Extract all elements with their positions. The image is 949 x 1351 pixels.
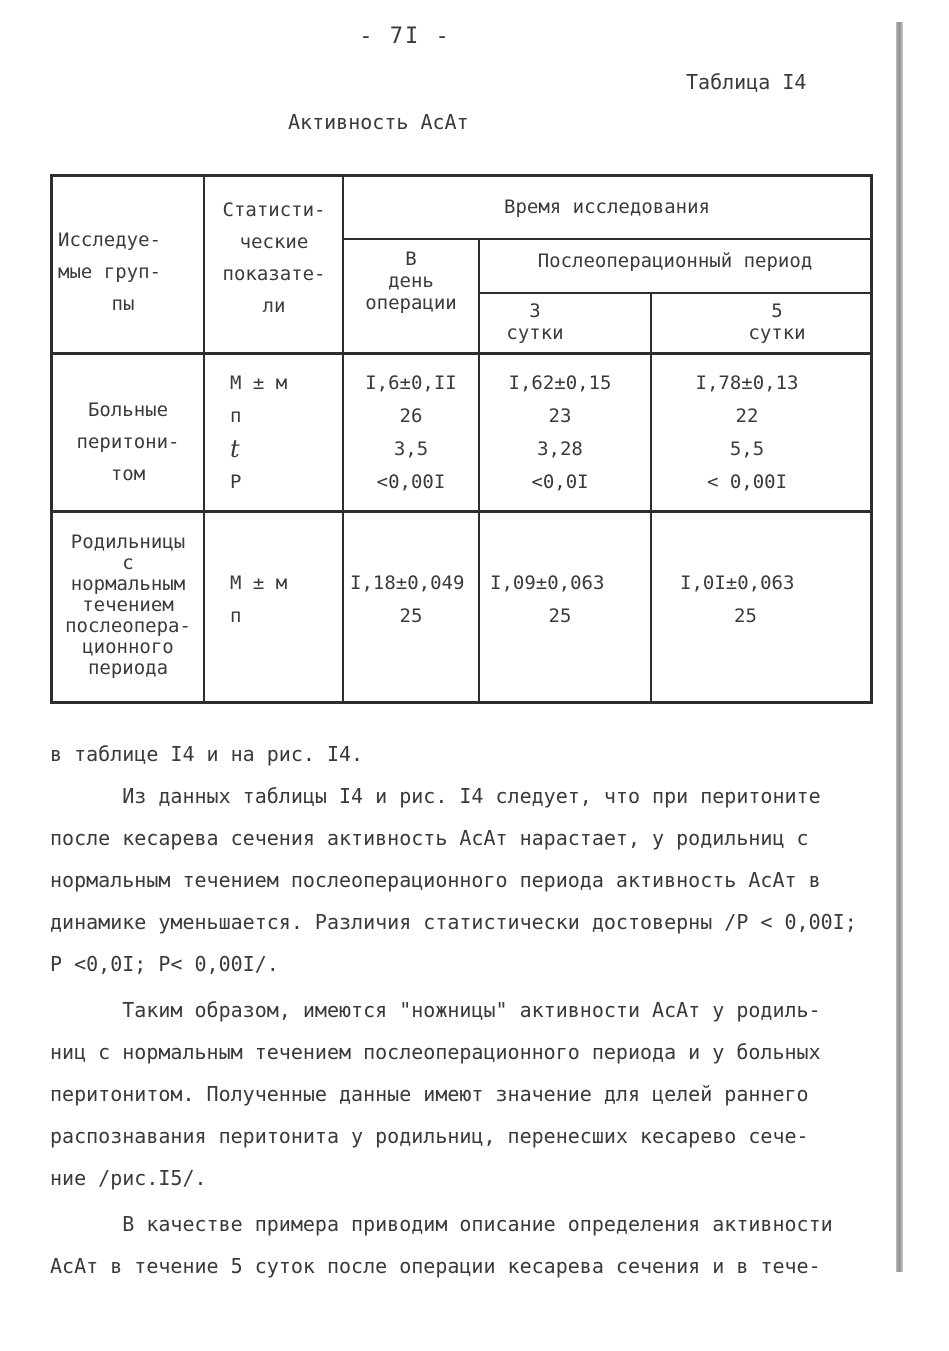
hline-postop-header	[478, 292, 873, 294]
table-number: Таблица I4	[686, 70, 807, 94]
header-stats-line: Статисти-	[222, 199, 326, 221]
table-border-bottom	[50, 701, 873, 704]
row2-stats	[230, 567, 310, 633]
row2-day3-value: 25	[548, 605, 572, 627]
body-line: после кесарева сечения активность АсАт нарастает, у родильниц с	[50, 826, 809, 850]
hline-row1-end	[50, 510, 873, 513]
header-day3-line: сутки	[506, 322, 564, 344]
body-line: в таблице I4 и на рис. I4.	[50, 742, 364, 766]
row1-stat-line: t	[230, 435, 240, 463]
row1-day-of-op-value: <0,00I	[376, 471, 446, 493]
row2-day3-value: I,09±0,063	[490, 572, 605, 594]
row2-day5	[652, 567, 862, 633]
body-line: АсАт в течение 5 суток после операции кесарева сечения и в тече-	[50, 1254, 821, 1278]
row2-day3	[480, 567, 640, 633]
header-stats-line: ли	[262, 295, 286, 317]
page-number: - 7I -	[359, 24, 451, 49]
row2-group	[53, 532, 203, 679]
body-text	[50, 733, 880, 1287]
row1-day5-value: I,78±0,13	[695, 372, 799, 394]
row2-group-line: с	[122, 552, 134, 574]
table-border-top	[50, 174, 873, 177]
row1-day3-value: <0,0I	[531, 471, 589, 493]
row1-day5-value: < 0,00I	[706, 471, 788, 493]
header-day-line: операции	[365, 292, 457, 314]
header-day5	[652, 300, 902, 344]
body-line: Таким образом, имеются "ножницы" активности АсАт у родиль-	[50, 998, 821, 1022]
header-day-of-op	[344, 248, 478, 314]
row1-day-of-op-value: I,6±0,II	[365, 372, 457, 394]
row2-stat-line: М ± м	[230, 572, 288, 594]
row2-group-line: ционного	[82, 636, 174, 658]
header-group-line: пы	[111, 293, 135, 315]
row2-day5-value: 25	[734, 605, 757, 627]
row1-day5-value: 22	[735, 405, 759, 427]
row1-day3-value: I,62±0,15	[508, 372, 612, 394]
body-line: ние /рис.I5/.	[50, 1166, 207, 1190]
row2-stat-line: п	[230, 605, 242, 627]
row1-day-of-op-value: 3,5	[393, 438, 429, 460]
header-group-line: мые груп-	[58, 261, 161, 283]
row2-group-line: периода	[87, 657, 169, 679]
row2-day-of-op-value: 25	[399, 605, 423, 627]
header-time: Время исследования	[504, 196, 710, 218]
row1-day5	[652, 367, 842, 499]
data-table	[50, 174, 873, 704]
row1-stats	[230, 367, 310, 499]
header-group-line: Исследуе-	[58, 229, 161, 251]
body-line: нормальным течением послеоперационного периода активность АсАт в	[50, 868, 821, 892]
row1-day5-value: 5,5	[729, 438, 765, 460]
header-day-line: В	[405, 248, 417, 270]
row2-day5-value: I,0I±0,063	[680, 572, 795, 594]
row1-day3	[480, 367, 640, 499]
row2-day-of-op-value: I,18±0,049	[350, 572, 465, 594]
header-stats	[206, 194, 342, 322]
row1-group	[53, 394, 203, 490]
body-line: перитонитом. Полученные данные имеют значение для целей раннего	[50, 1082, 809, 1106]
header-group	[58, 224, 198, 320]
col-divider-1	[203, 174, 205, 704]
body-line: В качестве примера приводим описание определения активности	[50, 1212, 833, 1236]
row1-day3-value: 23	[548, 405, 572, 427]
header-day5-line: сутки	[748, 322, 806, 344]
row1-stat-line: п	[230, 405, 242, 427]
row1-stat-line: Р	[230, 471, 242, 493]
header-day5-line: 5	[771, 300, 783, 322]
row2-group-line: нормальным	[70, 573, 186, 595]
row1-group-line: перитони-	[76, 431, 180, 453]
header-day-line: день	[388, 270, 434, 292]
row2-day-of-op	[344, 567, 478, 633]
body-line: ниц с нормальным течением послеоперационного периода и у больных	[50, 1040, 821, 1064]
row1-day-of-op-value: 26	[399, 405, 423, 427]
row1-group-line: том	[110, 463, 146, 485]
header-day3-line: 3	[529, 300, 541, 322]
row2-group-line: Родильницы	[70, 531, 186, 553]
body-line: Р <0,0I; Р< 0,00I/.	[50, 952, 279, 976]
header-day3	[480, 300, 590, 344]
hline-header-end	[50, 352, 873, 355]
body-line: Из данных таблицы I4 и рис. I4 следует, что при перитоните	[50, 784, 821, 808]
body-line: распознавания перитонита у родильниц, перенесших кесарево сече-	[50, 1124, 809, 1148]
body-line: динамике уменьшается. Различия статистически достоверны /Р < 0,00I;	[50, 910, 857, 934]
row1-day-of-op	[344, 367, 478, 499]
row2-group-line: течением	[82, 594, 174, 616]
row1-day3-value: 3,28	[537, 438, 583, 460]
row1-stat-line: М ± м	[230, 372, 288, 394]
row1-group-line: Больные	[87, 399, 169, 421]
table-title: Активность АсАт	[288, 110, 469, 134]
header-stats-line: ческие	[239, 231, 309, 253]
row2-group-line: послеопера-	[65, 615, 191, 637]
header-postop: Послеоперационный период	[537, 250, 813, 272]
hline-time-header	[342, 238, 873, 240]
page-edge-shadow	[896, 22, 903, 1272]
header-stats-line: показате-	[222, 263, 326, 285]
table-border-right	[870, 174, 873, 704]
